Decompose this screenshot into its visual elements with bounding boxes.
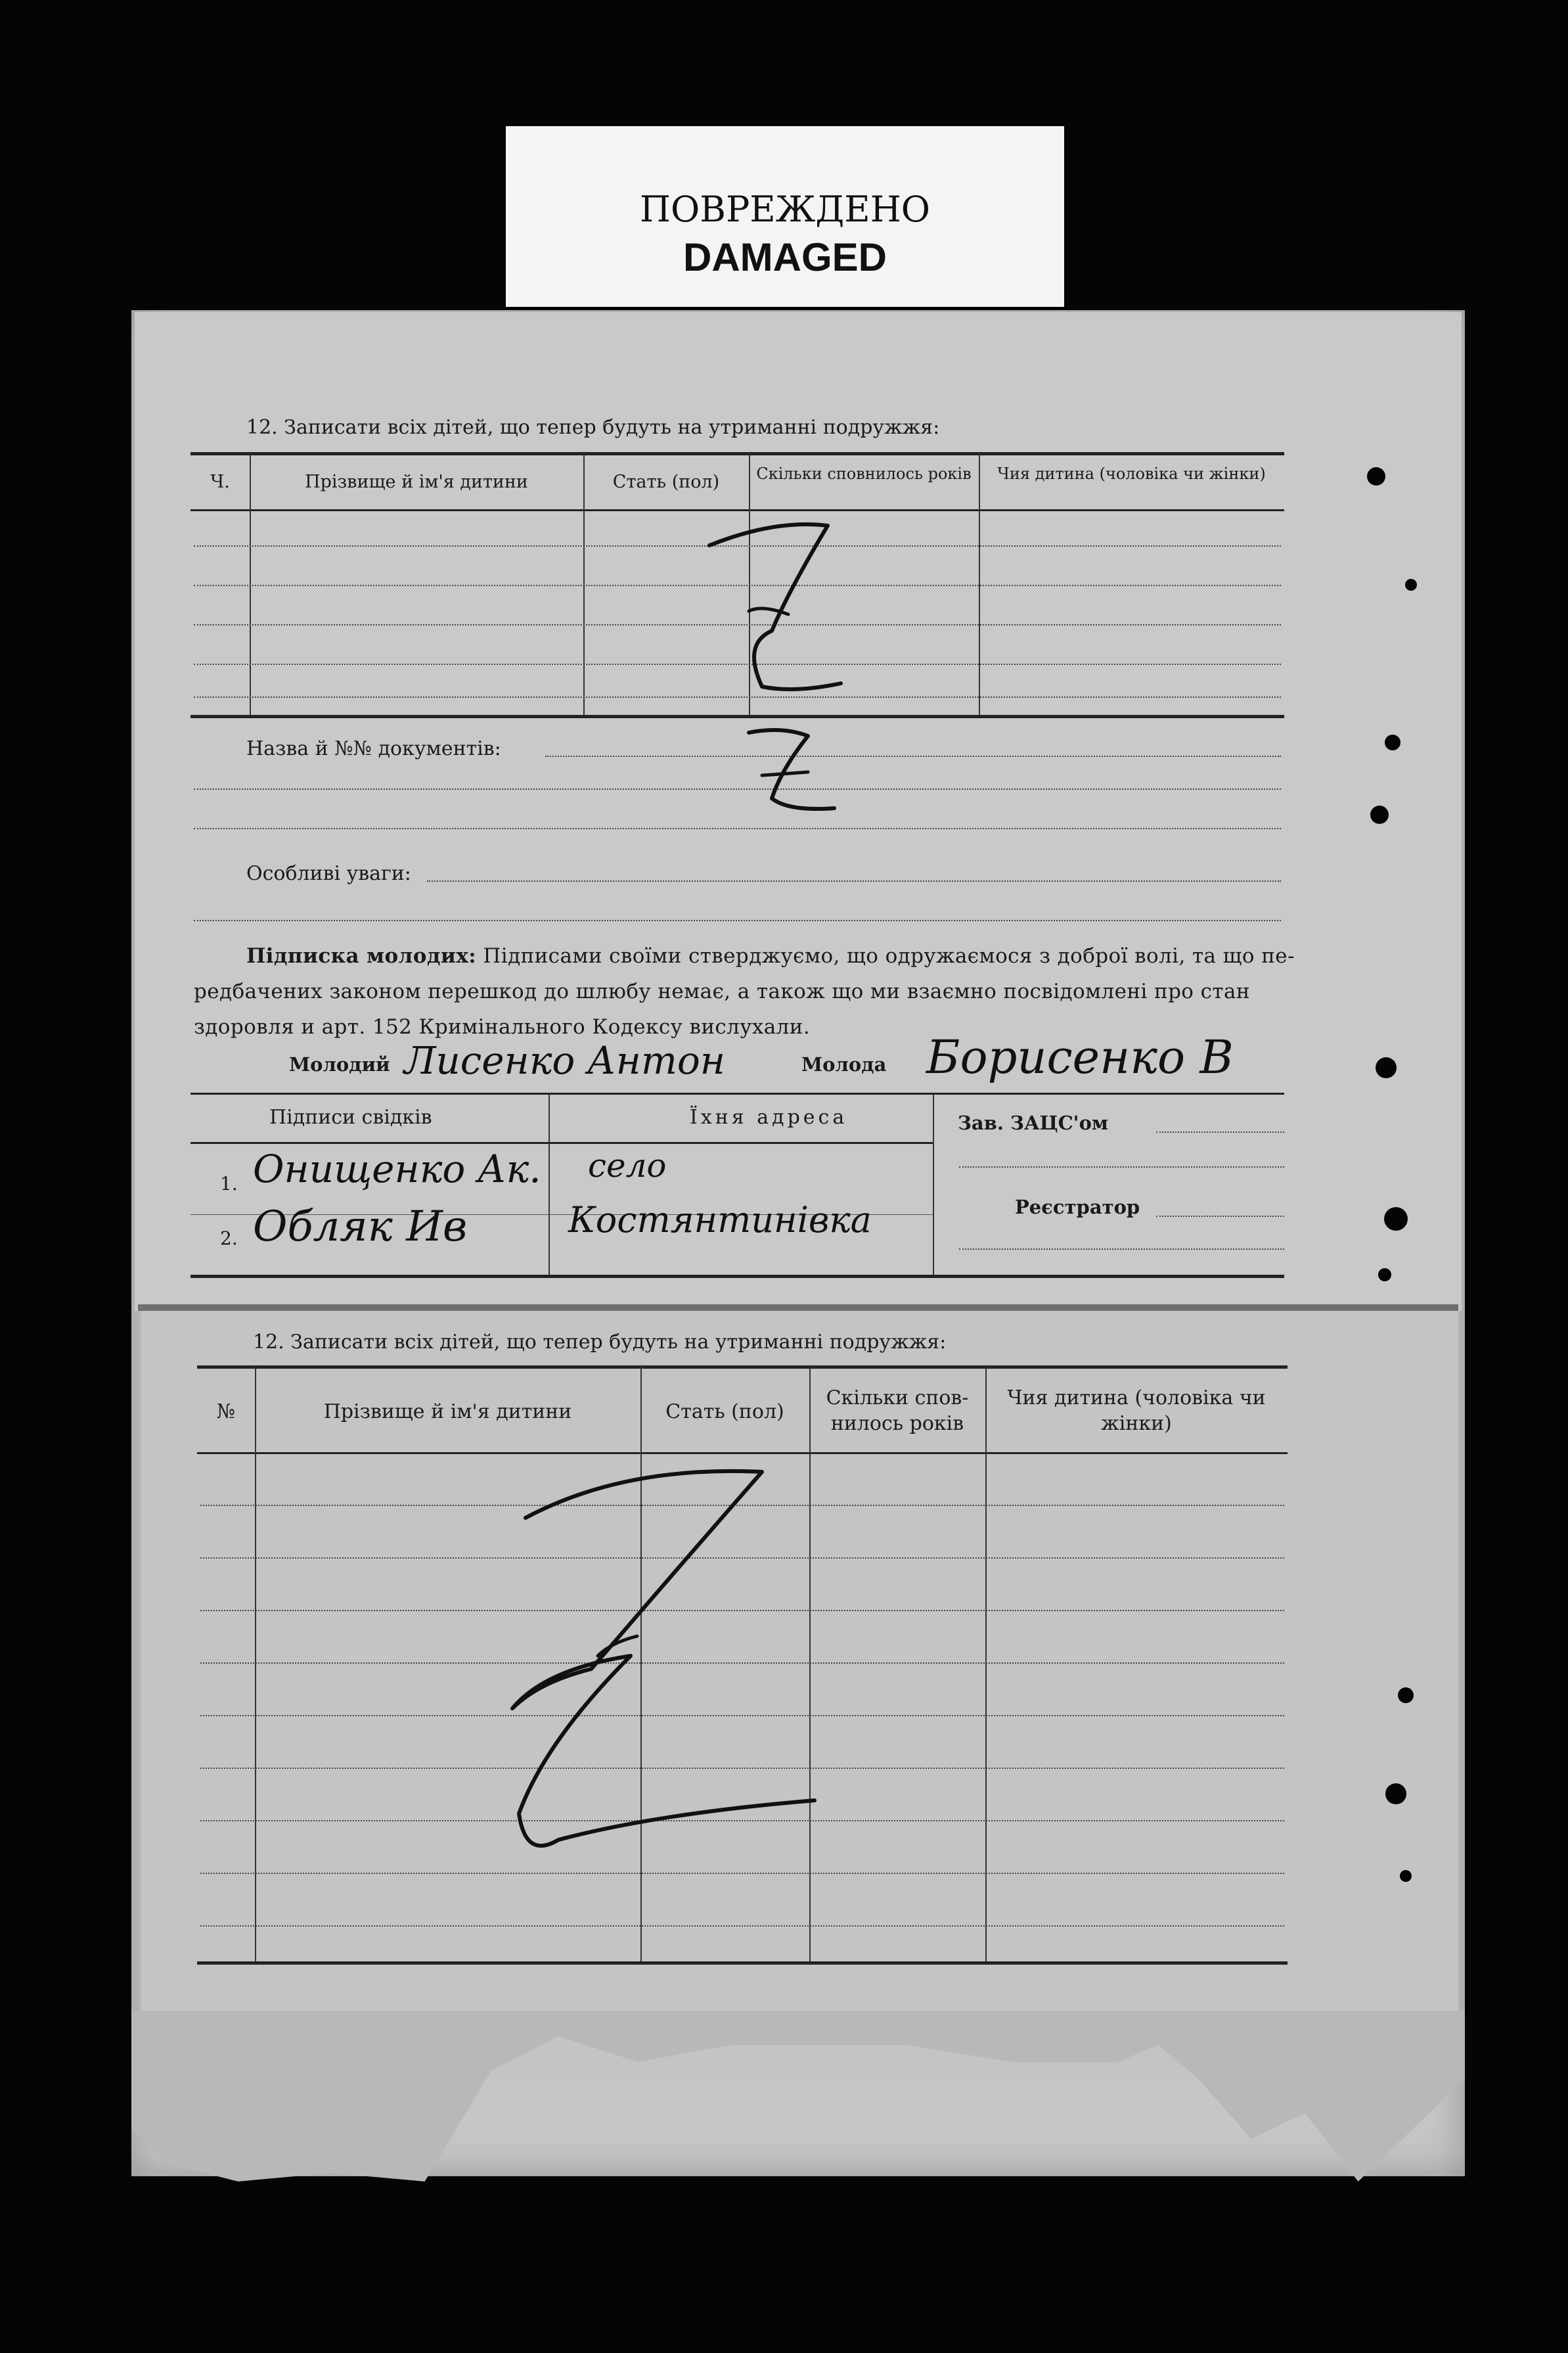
damaged-label-en: DAMAGED bbox=[683, 235, 887, 279]
address-header: Їхня адреса bbox=[690, 1106, 848, 1129]
witness-address-2: Костянтинівка bbox=[568, 1199, 872, 1241]
upper-col-whose: Чия дитина (чоловіка чи жінки) bbox=[997, 465, 1266, 483]
witness-2-signature: Обляк Ив bbox=[253, 1202, 468, 1251]
lower-col-name: Прізвище й ім'я дитини bbox=[323, 1400, 572, 1423]
bride-label: Молода bbox=[801, 1053, 887, 1076]
upper-col-age: Скільки сповнилось років bbox=[756, 465, 972, 483]
bride-signature: Борисенко В bbox=[926, 1030, 1234, 1084]
damaged-label-ru: ПОВРЕЖДЕНО bbox=[639, 189, 931, 230]
upper-col-sex: Стать (пол) bbox=[612, 472, 720, 492]
registrar-label: Реєстратор bbox=[1015, 1196, 1140, 1218]
upper-col-number: Ч. bbox=[210, 472, 230, 492]
signature-lead: Підписка молодих: bbox=[246, 944, 477, 968]
witness-row-1-number: 1. bbox=[220, 1173, 238, 1195]
lower-col-age: Скільки спов-нилось років bbox=[826, 1386, 969, 1435]
lower-col-whose: Чия дитина (чоловіка чи жінки) bbox=[1007, 1386, 1266, 1435]
signature-text-2: редбачених законом перешкод до шлюбу немає, а також що ми взаємно посвідомлені про стан bbox=[194, 980, 1250, 1003]
witness-address-1: село bbox=[588, 1147, 667, 1185]
upper-col-name: Прізвище й ім'я дитини bbox=[305, 472, 528, 492]
remarks-label: Особливі уваги: bbox=[246, 862, 411, 885]
signature-text-3: здоровля и арт. 152 Кримінального Кодексу вислухали. bbox=[194, 1015, 811, 1039]
groom-signature: Лисенко Антон bbox=[404, 1038, 726, 1083]
witness-header: Підписи свідків bbox=[269, 1106, 432, 1129]
lower-section-title: 12. Записати всіх дітей, що тепер будуть на утриманні подружжя: bbox=[253, 1331, 947, 1354]
documents-label: Назва й №№ документів: bbox=[246, 737, 501, 760]
witness-row-2-number: 2. bbox=[220, 1227, 238, 1249]
groom-label: Молодий bbox=[289, 1053, 390, 1076]
upper-section-title: 12. Записати всіх дітей, що тепер будуть на утриманні подружжя: bbox=[246, 416, 940, 439]
zags-label: Зав. ЗАЦС'ом bbox=[958, 1112, 1109, 1134]
witness-1-signature: Онищенко Ак. bbox=[253, 1147, 541, 1191]
lower-col-sex: Стать (пол) bbox=[665, 1400, 784, 1423]
lower-col-number: № bbox=[216, 1400, 236, 1423]
signature-text-1: Підписами своїми стверджуємо, що одружаємося з доброї волі, та що пе- bbox=[483, 944, 1295, 968]
